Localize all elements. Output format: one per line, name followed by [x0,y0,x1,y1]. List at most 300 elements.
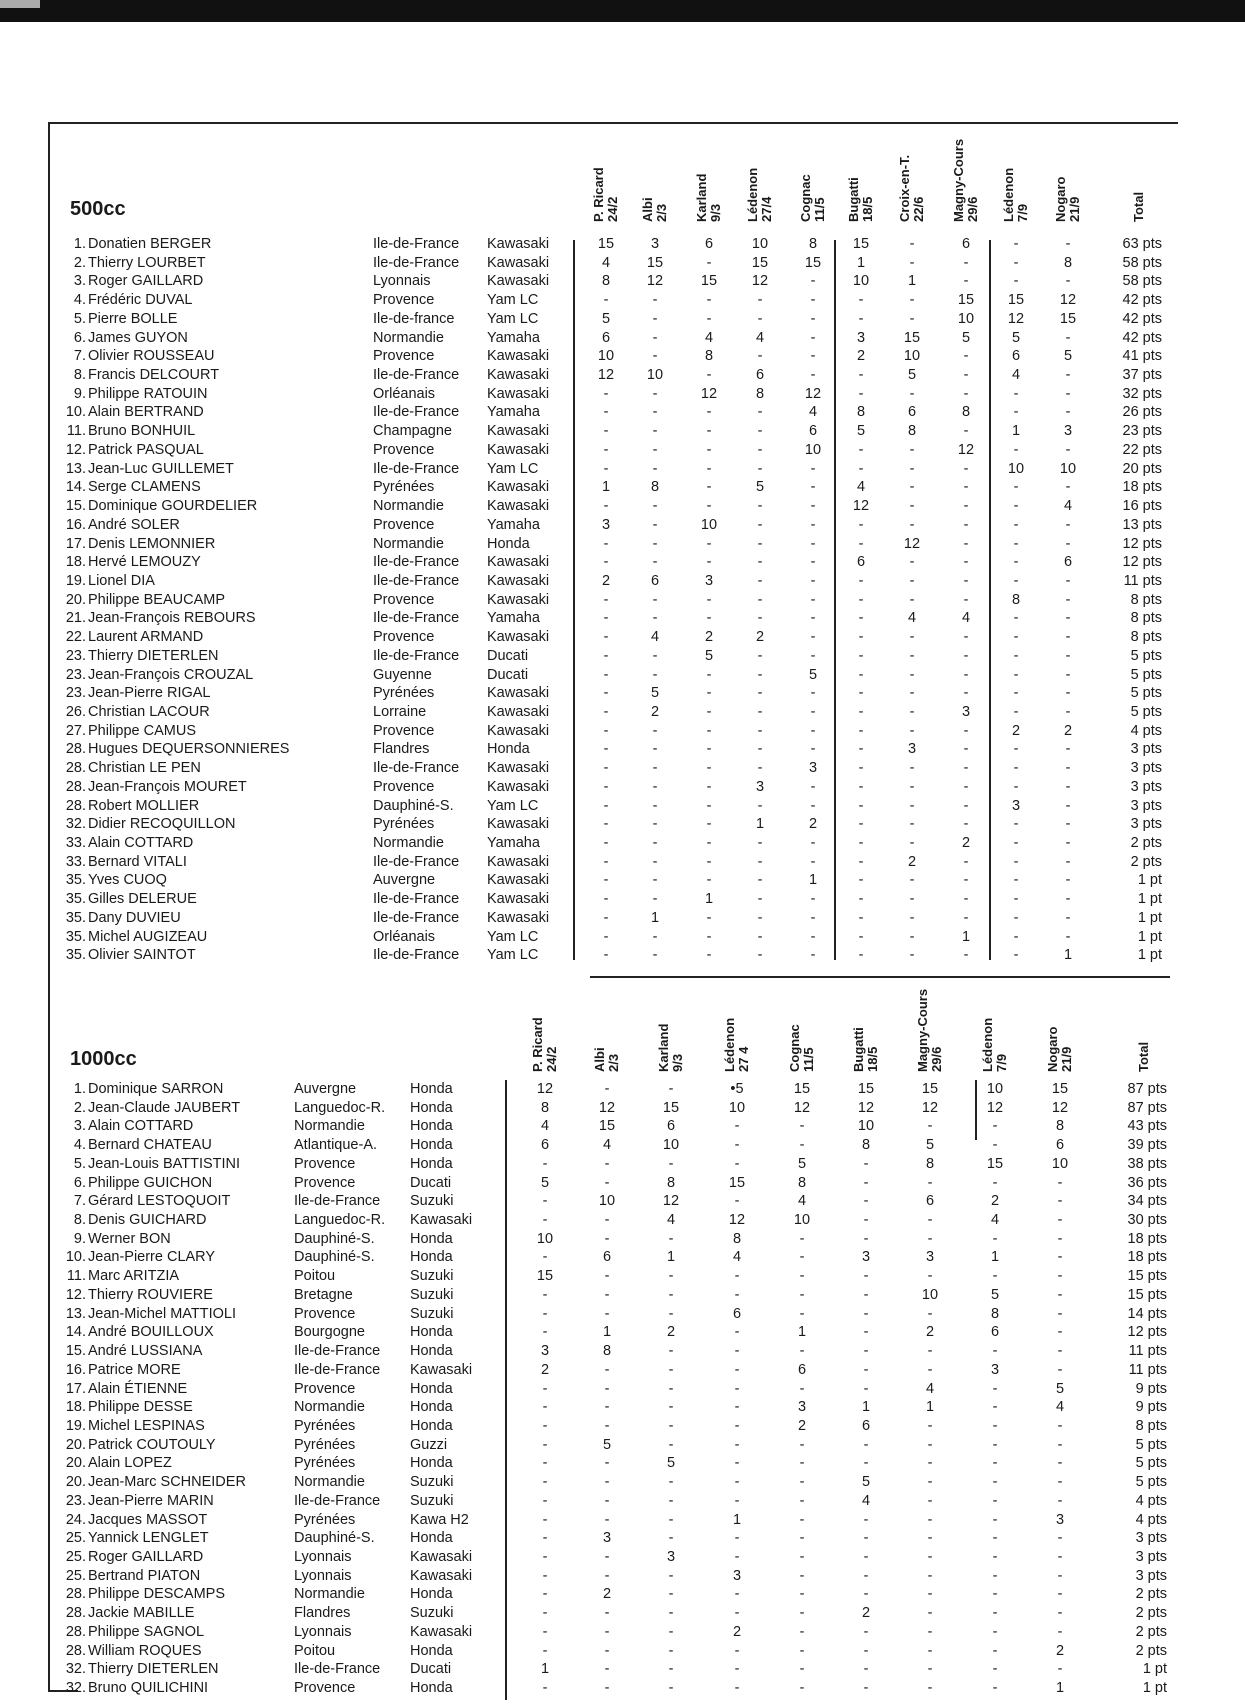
race-score: 3 [540,1343,550,1360]
race-name: Albi [592,1047,607,1072]
race-score: - [734,1417,740,1434]
rider-name: Frédéric DUVAL [88,292,193,309]
race-score: - [668,1081,674,1097]
race-score: - [1013,741,1019,758]
race-score: - [863,1361,869,1378]
total-points: 4 pts [1135,1492,1167,1509]
make: Yamaha [487,329,540,346]
region: Pyrénées [373,479,435,496]
race-date: 7/9 [994,1053,1009,1072]
race-score: 12 [646,273,664,290]
race-score: 5 [1055,1380,1065,1397]
race-score: 4 [650,629,660,646]
race-score: - [858,647,864,664]
table-row [0,516,1245,535]
total-points: 9 pts [1135,1399,1167,1416]
region: Flandres [294,1605,351,1622]
make: Yam LC [487,797,539,814]
race-score: - [652,928,658,945]
race-column-header [657,1024,685,1072]
rider-name: Bruno QUILICHINI [88,1680,209,1697]
region: Lorraine [373,704,427,720]
total-points: 14 pts [1127,1305,1167,1322]
race-score: - [1013,236,1019,252]
race-score: - [992,1642,998,1659]
race-score: 15 [728,1174,746,1191]
race-score: - [1013,516,1019,533]
race-score: 5 [808,666,818,683]
race-name: Lédenon [722,1017,737,1072]
rank: 6. [73,329,86,346]
total-points: 2 pts [1135,1605,1167,1622]
make: Honda [410,1455,453,1472]
race-score: - [1065,236,1071,252]
table-row [0,890,1245,909]
race-score: 10 [536,1230,554,1247]
race-score: - [668,1305,674,1322]
race-score: 8 [704,348,714,365]
race-date: 24/2 [544,1046,559,1072]
race-score: - [734,1680,740,1697]
race-score: - [757,666,763,683]
make: Honda [410,1586,453,1603]
race-score: - [757,348,763,365]
race-score: 2 [704,629,714,646]
race-score: - [963,891,969,908]
region: Normandie [373,835,444,852]
region: Pyrénées [373,685,435,702]
table-row [0,1623,1245,1642]
race-score: 6 [961,236,971,252]
total-points: 26 pts [1122,404,1162,421]
total-points: 5 pts [1135,1436,1167,1453]
table-row [0,1679,1245,1698]
race-score: - [863,1511,869,1528]
race-score: - [810,554,816,571]
race-score: 3 [797,1399,807,1416]
race-score: - [992,1474,998,1491]
race-score: - [799,1511,805,1528]
make: Kawasaki [410,1361,473,1378]
rank: 25. [65,1530,86,1547]
race-score: - [858,666,864,683]
race-score: 15 [751,254,769,271]
race-score: - [992,1511,998,1528]
total-points: 2 pts [1135,1623,1167,1640]
race-score: - [668,1586,674,1603]
region: Ile-de-France [373,909,460,926]
race-score: - [927,1680,933,1697]
race-score: - [603,778,609,795]
race-score: 15 [986,1155,1004,1172]
race-score: 2 [990,1193,1000,1210]
race-name: P. Ricard [530,1017,545,1072]
race-score: - [706,292,712,309]
rider-name: Thierry ROUVIERE [88,1286,213,1303]
race-score: 15 [1051,1081,1069,1097]
race-score: - [909,704,915,720]
region: Ile-de-France [373,853,460,870]
race-score: - [799,1436,805,1453]
race-score: 8 [755,385,765,402]
race-score: - [652,797,658,814]
race-score: - [1013,254,1019,271]
make: Kawasaki [487,385,550,402]
race-score: - [668,1343,674,1360]
race-score: - [1057,1492,1063,1509]
rider-name: Hervé LEMOUZY [88,554,201,571]
race-score: - [1013,853,1019,870]
race-column-header [852,1027,880,1072]
race-score: - [858,629,864,646]
region: Bretagne [294,1286,353,1303]
race-name: P. Ricard [591,167,606,222]
rider-name: Yannick LENGLET [88,1530,209,1547]
rank: 8. [73,367,86,384]
race-score: 4 [704,329,714,346]
region: Ile-de-france [373,310,455,327]
make: Kawasaki [410,1212,473,1229]
race-score: - [963,909,969,926]
race-score: - [1057,1474,1063,1491]
make: Honda [410,1343,453,1360]
table-row [0,1454,1245,1473]
table-row [0,291,1245,310]
race-score: 1 [732,1511,742,1528]
table-row [0,1361,1245,1380]
race-score: 4 [540,1118,550,1135]
race-score: - [652,647,658,664]
make: Kawasaki [487,909,550,926]
scan-edge [0,0,1245,22]
race-score: - [909,760,915,777]
race-score: - [863,1530,869,1547]
rider-name: Jacques MASSOT [88,1511,208,1528]
rider-name: Jean-François MOURET [88,778,247,795]
table-row [0,666,1245,685]
race-score: 8 [808,236,818,252]
race-score: 2 [856,348,866,365]
table-row [0,1380,1245,1399]
total-points: 13 pts [1122,516,1162,533]
race-score: 6 [540,1137,550,1154]
race-score: - [757,947,763,964]
race-score: - [1057,1230,1063,1247]
race-score: 6 [650,572,660,589]
region: Normandie [294,1586,365,1603]
region: Provence [373,348,435,365]
race-score: - [603,666,609,683]
table-row [0,1136,1245,1155]
rank: 14. [65,479,86,496]
race-score: - [927,1642,933,1659]
region: Ile-de-France [294,1343,381,1360]
race-score: - [927,1474,933,1491]
rider-name: Jean-Louis BATTISTINI [88,1155,241,1172]
race-score: - [963,666,969,683]
race-score: 10 [700,516,718,533]
race-score: - [810,647,816,664]
race-score: - [1065,778,1071,795]
race-score: - [1013,947,1019,964]
rider-name: Bruno BONHUIL [88,423,196,440]
rider-name: Dany DUVIEU [88,909,181,926]
race-score: - [799,1661,805,1678]
race-score: - [863,1567,869,1584]
race-date: 27/4 [759,196,774,222]
race-score: - [652,554,658,571]
race-score: - [863,1324,869,1341]
race-score: - [799,1343,805,1360]
race-score: 6 [797,1361,807,1378]
race-score: - [863,1661,869,1678]
table-row [0,441,1245,460]
race-score: - [1013,385,1019,402]
race-score: - [603,928,609,945]
race-score: - [652,329,658,346]
race-score: 2 [755,629,765,646]
total-points: 1 pt [1137,872,1162,889]
rider-name: Jean-François CROUZAL [88,666,254,683]
race-score: - [1057,1193,1063,1210]
race-name: Nogaro [1053,176,1068,222]
race-score: 4 [1011,367,1021,384]
rider-name: Jean-Pierre CLARY [88,1249,216,1266]
total-points: 22 pts [1122,441,1162,458]
race-score: 10 [1007,460,1025,477]
race-score: - [1065,441,1071,458]
rank: 2. [73,254,86,271]
race-score: - [1013,610,1019,627]
race-name: Bugatti [851,1027,866,1072]
race-score: - [858,909,864,926]
race-score: - [603,423,609,440]
race-score: - [542,1492,548,1509]
table-row [0,347,1245,366]
race-score: - [706,722,712,739]
race-score: - [963,647,969,664]
race-score: 1 [990,1249,1000,1266]
race-score: 15 [793,1081,811,1097]
region: Dauphiné-S. [294,1249,375,1266]
race-date: 11/5 [812,197,827,222]
race-score: 1 [704,891,714,908]
rider-name: Donatien BERGER [88,236,212,252]
total-points: 39 pts [1127,1137,1167,1154]
rank: 16. [65,1361,86,1378]
make: Kawasaki [487,254,550,271]
rank: 33. [65,853,86,870]
race-score: - [668,1530,674,1547]
race-score: - [992,1605,998,1622]
race-column-header [592,167,620,222]
race-score: - [992,1623,998,1640]
rider-name: Dominique SARRON [88,1081,224,1097]
table-row [0,1642,1245,1661]
total-points: 11 pts [1128,1343,1167,1360]
total-points: 42 pts [1122,292,1162,309]
total-points: 5 pts [1130,704,1162,720]
race-score: - [992,1455,998,1472]
race-score: 15 [804,254,822,271]
rider-name: Hugues DEQUERSONNIERES [88,741,290,758]
race-score: 6 [1055,1137,1065,1154]
total-points: 42 pts [1122,310,1162,327]
race-score: - [604,1417,610,1434]
race-score: - [603,947,609,964]
race-score: - [1065,853,1071,870]
race-score: - [757,292,763,309]
rank: 12. [65,441,86,458]
race-score: 12 [728,1212,746,1229]
rider-name: Jean-Pierre RIGAL [88,685,211,702]
race-score: 12 [852,498,870,515]
rider-name: Pierre BOLLE [88,310,178,327]
rider-name: William ROQUES [88,1642,202,1659]
race-score: - [1013,909,1019,926]
rank: 13. [65,1305,86,1322]
race-score: 6 [1011,348,1021,365]
make: Honda [410,1680,453,1697]
race-score: 12 [804,385,822,402]
region: Provence [373,629,435,646]
race-score: 3 [925,1249,935,1266]
table-row [0,497,1245,516]
total-points: 37 pts [1122,367,1162,384]
race-score: - [757,704,763,720]
table-row [0,1417,1245,1436]
rank: 18. [65,554,86,571]
rider-name: André LUSSIANA [88,1343,203,1360]
race-score: - [604,1305,610,1322]
rank: 14. [65,1324,86,1341]
race-score: 15 [536,1268,554,1285]
race-score: - [810,891,816,908]
race-score: 3 [861,1249,871,1266]
race-score: - [542,1642,548,1659]
race-score: 4 [925,1380,935,1397]
rider-name: Thierry DIETERLEN [88,1661,219,1678]
race-score: 2 [861,1605,871,1622]
table-row [0,703,1245,722]
make: Kawasaki [410,1623,473,1640]
race-score: 4 [666,1212,676,1229]
race-score: - [810,778,816,795]
race-score: - [542,1549,548,1565]
make: Suzuki [410,1605,454,1622]
race-score: - [810,498,816,515]
race-name: Lédenon [1001,167,1016,222]
race-name: Cognac [787,1024,802,1072]
race-score: - [909,778,915,795]
race-score: - [706,778,712,795]
total-points: 12 pts [1122,554,1162,571]
race-score: 1 [650,909,660,926]
table-row [0,1155,1245,1174]
race-score: - [734,1455,740,1472]
race-score: - [909,722,915,739]
race-score: - [1057,1549,1063,1565]
race-score: 2 [1011,722,1021,739]
total-points: 3 pts [1130,741,1162,758]
section-divider-rule [590,976,1170,978]
region: Normandie [373,535,444,552]
race-score: - [757,498,763,515]
region: Orléanais [373,385,436,402]
rank: 32. [65,1680,86,1697]
race-score: 10 [986,1081,1004,1097]
table-row [0,1117,1245,1136]
race-score: - [810,629,816,646]
make: Ducati [487,647,529,664]
rider-name: Francis DELCOURT [88,367,220,384]
region: Dauphiné-S. [373,797,454,814]
race-score: 3 [907,741,917,758]
table-row [0,1323,1245,1342]
region: Provence [373,722,435,739]
race-score: - [799,1605,805,1622]
race-score: - [1065,610,1071,627]
rank: 9. [73,385,86,402]
race-score: 15 [597,236,615,252]
race-score: - [706,310,712,327]
rank: 26. [65,704,86,720]
race-score: 5 [907,367,917,384]
region: Ile-de-France [373,554,460,571]
table-row [0,740,1245,759]
race-score: - [992,1399,998,1416]
make: Honda [487,741,530,758]
race-score: - [603,591,609,608]
race-score: - [810,348,816,365]
region: Provence [373,591,435,608]
race-score: - [858,816,864,833]
race-score: 10 [646,367,664,384]
race-score: - [858,928,864,945]
region: Poitou [294,1642,336,1659]
race-name: Lédenon [980,1017,995,1072]
race-score: - [810,591,816,608]
race-score: - [810,535,816,552]
race-score: - [863,1455,869,1472]
race-score: - [863,1549,869,1565]
race-score: - [909,572,915,589]
race-score: - [1065,704,1071,720]
race-score: - [603,909,609,926]
race-score: - [927,1605,933,1622]
region: Normandie [373,498,444,515]
race-score: 4 [861,1492,871,1509]
race-score: 3 [990,1361,1000,1378]
race-score: - [1057,1324,1063,1341]
race-score: 1 [861,1399,871,1416]
total-points: 16 pts [1122,498,1162,515]
race-score: - [604,1549,610,1565]
race-score: 15 [903,329,921,346]
race-score: - [992,1661,998,1678]
region: Ile-de-France [294,1193,381,1210]
region: Auvergne [294,1081,357,1097]
race-score: 12 [597,367,615,384]
race-score: - [927,1436,933,1453]
rank: 20. [65,591,86,608]
total-points: 1 pt [1142,1661,1167,1678]
race-score: - [604,1567,610,1584]
race-score: - [706,423,712,440]
rank: 23. [65,666,86,683]
rider-name: Jean-François REBOURS [88,610,256,627]
total-points: 3 pts [1130,778,1162,795]
